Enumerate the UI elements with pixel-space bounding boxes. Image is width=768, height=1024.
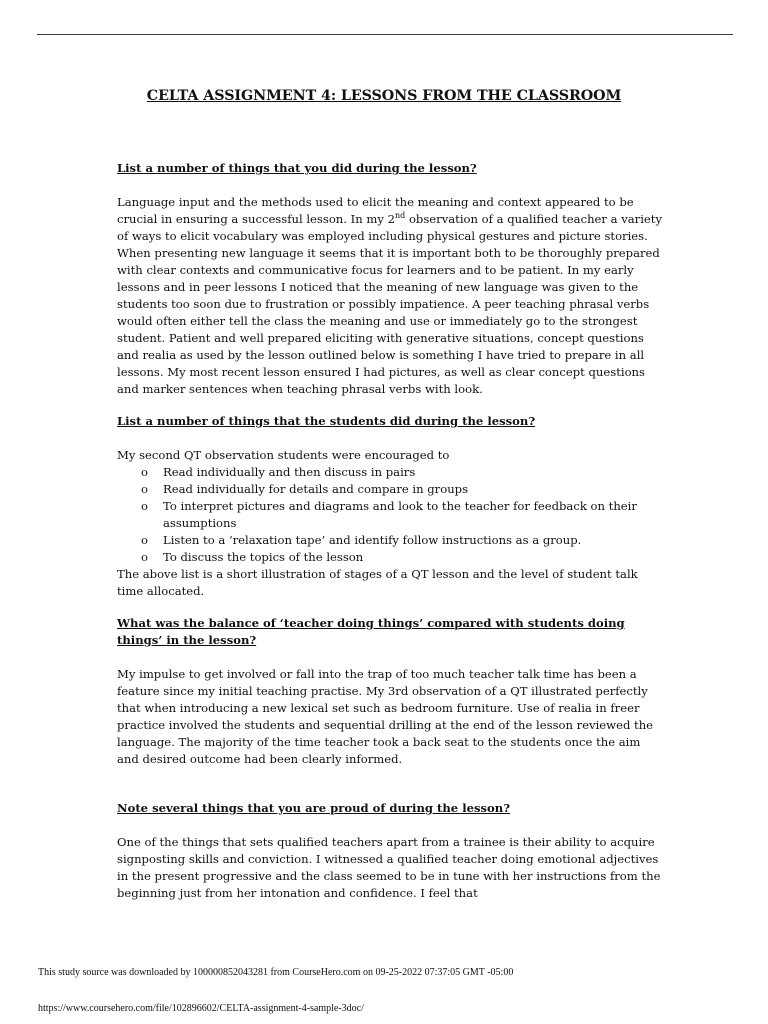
list-item-text: Listen to a ‘relaxation tape’ and identify follow instructions as a group. [163, 533, 582, 547]
list-item [117, 532, 662, 549]
student-activity-list [117, 464, 662, 566]
list-item-text: Read individually for details and compare in groups [163, 482, 469, 496]
list-item [117, 481, 662, 498]
section-4-paragraph: One of the things that sets qualified teachers apart from a trainee is their ability to acquire signposting skills and conviction. I witnessed a qualified teacher doing emotional adjectives in the present progressive and the class seemed to be in tune with her instructions from the beginning just from her intonation and confidence. I feel that [117, 835, 661, 900]
bullet-icon: o [141, 499, 148, 513]
list-item [117, 498, 662, 532]
ordinal-superscript: nd [394, 211, 406, 221]
section-1-question: List a number of things that you did during the lesson? [117, 161, 477, 175]
top-divider [37, 34, 733, 35]
source-url: https://www.coursehero.com/file/102896602/CELTA-assignment-4-sample-3doc/ [38, 1003, 364, 1014]
list-item-text: Read individually and then discuss in pairs [163, 465, 416, 479]
bullet-icon: o [141, 482, 148, 496]
section-3-paragraph: My impulse to get involved or fall into the trap of too much teacher talk time has been a feature since my initial teaching practise. My 3rd observation of a QT illustrated perfectly that when introducing a new lexical set such as bedroom furniture. Use of realia in freer practice involved the students and sequential drilling at the end of the lesson reviewed the language. The majority of the time teacher took a back seat to the students once the aim and desired outcome had been clearly informed. [117, 667, 654, 766]
section-2-summary: The above list is a short illustration of stages of a QT lesson and the level of student talk time allocated. [117, 567, 638, 598]
list-item-text: To discuss the topics of the lesson [163, 550, 364, 564]
list-item [117, 464, 662, 481]
section-1-paragraph [117, 194, 662, 398]
list-item-text: To interpret pictures and diagrams and look to the teacher for feedback on their assumptions [163, 499, 637, 530]
section-2-intro: My second QT observation students were encouraged to [117, 448, 450, 462]
bullet-icon: o [141, 533, 148, 547]
document-body [117, 160, 662, 902]
section-2-question: List a number of things that the students did during the lesson? [117, 414, 536, 428]
section-1-paragraph-start: Language input and the methods used to elicit the meaning and context appeared to be crucial in ensuring a successful lesson. In my 2 [117, 195, 634, 226]
download-notice: This study source was downloaded by 100000852043281 from CourseHero.com on 09-25-2022 07:37:05 GMT -05:00 [38, 967, 514, 978]
bullet-icon: o [141, 465, 148, 479]
section-4-question: Note several things that you are proud of during the lesson? [117, 801, 511, 815]
document-title: CELTA ASSIGNMENT 4: LESSONS FROM THE CLASSROOM [146, 88, 622, 104]
section-3-question: What was the balance of ‘teacher doing things’ compared with students doing things’ in the lesson? [117, 616, 625, 647]
bullet-icon: o [141, 550, 148, 564]
list-item [117, 549, 662, 566]
section-1-paragraph-rest: observation of a qualified teacher a variety of ways to elicit vocabulary was employed including physical gestures and picture stories. When presenting new language it seems that it is important both to be thoroughly prepared with clear contexts and communicative focus for learners and to be patient. In my early lessons and in peer lessons I noticed that the meaning of new language was given to the students too soon due to frustration or possibly impatience. A peer teaching phrasal verbs would often either tell the class the meaning and use or immediately go to the strongest student. Patient and well prepared eliciting with generative situations, concept questions and realia as used by the lesson outlined below is something I have tried to prepare in all lessons. My most recent lesson ensured I had pictures, as well as clear concept questions and marker sentences when teaching phrasal verbs with look. [117, 212, 662, 396]
